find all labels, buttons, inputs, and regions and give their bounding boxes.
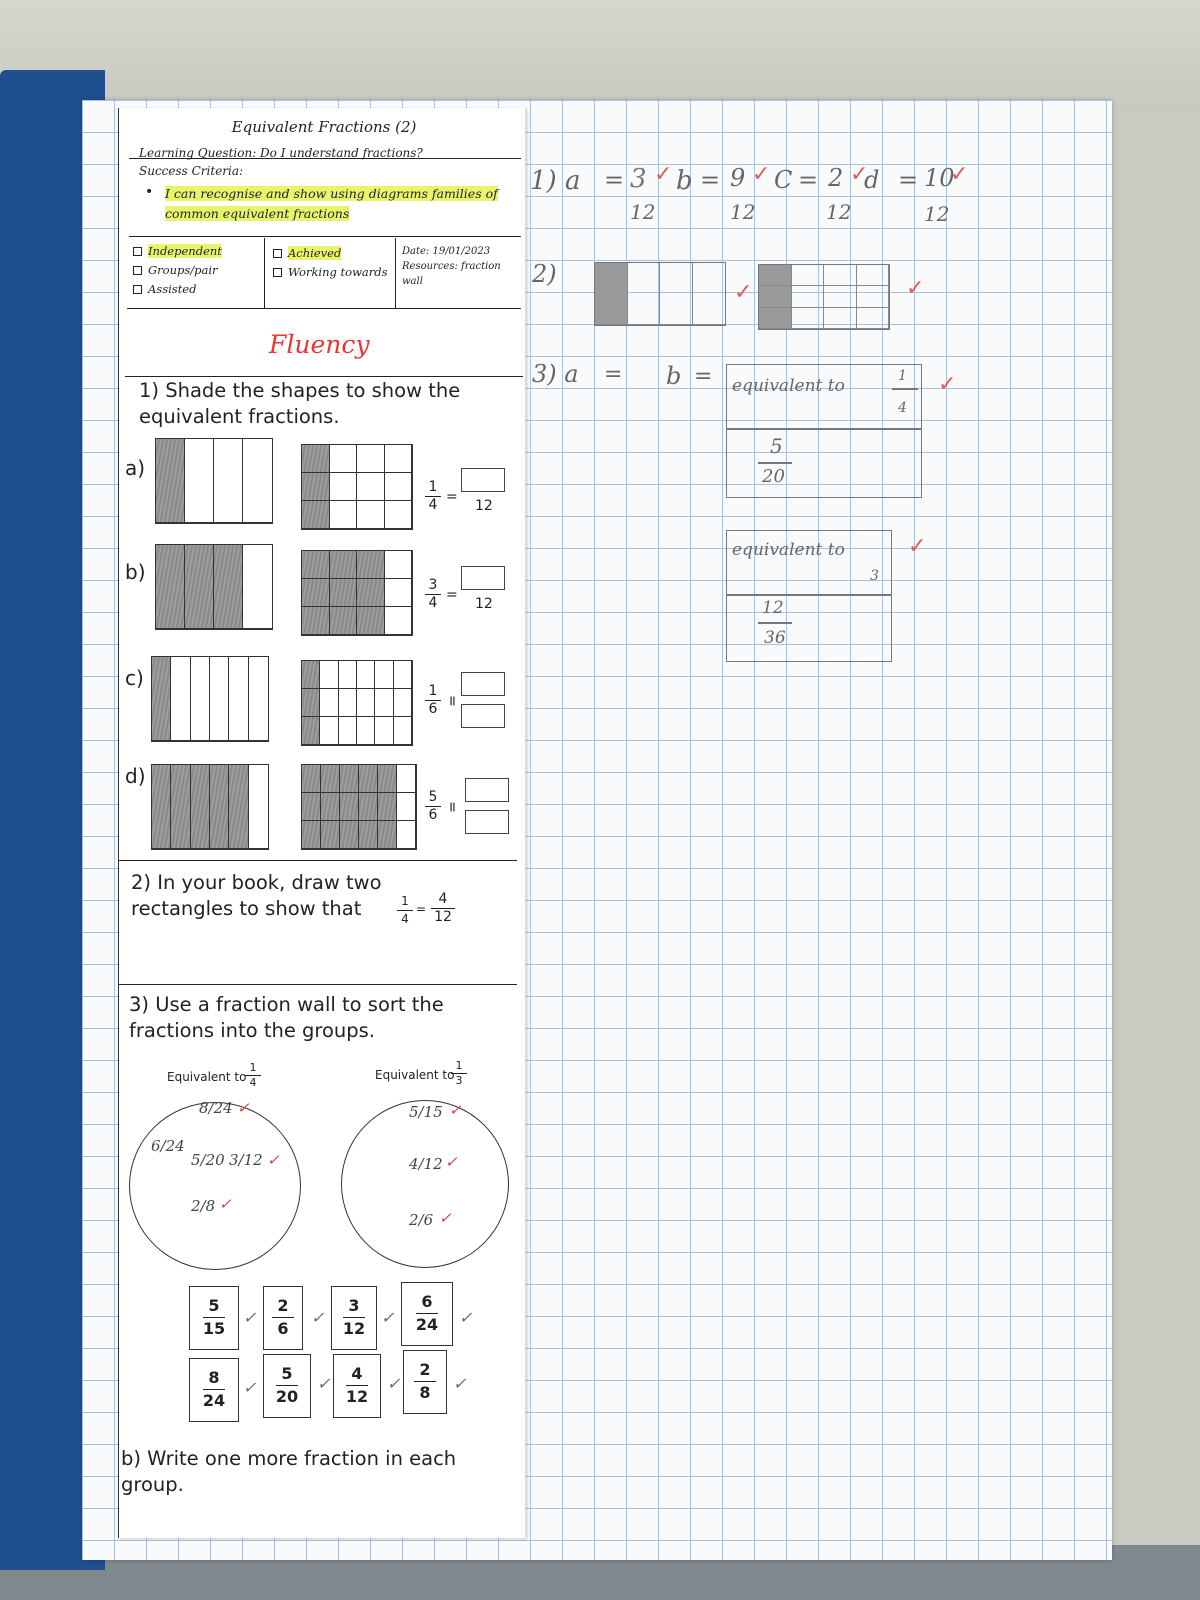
check-mark: ✓ <box>439 1209 452 1227</box>
fraction-bar <box>758 622 792 624</box>
group-label: Equivalent to <box>167 1070 247 1084</box>
divider <box>129 236 521 237</box>
criterion-text: I can recognise and show using diagrams families of common equivalent fractions <box>165 186 498 221</box>
equals-sign: = <box>446 489 458 505</box>
option-achieved: Achieved <box>273 244 393 263</box>
row-label: c) <box>125 666 144 690</box>
equals-sign: = <box>416 902 427 916</box>
fraction-bar <box>758 462 792 464</box>
fraction-card: 4 12 <box>333 1354 381 1418</box>
group-label: Equivalent to <box>375 1068 455 1082</box>
written-fraction: 8/24 <box>199 1099 233 1117</box>
fraction: 5 6 <box>425 790 441 823</box>
shape-eighteenths <box>301 660 413 746</box>
written-fraction: 3/12 <box>229 1151 263 1169</box>
shape-eighteenths <box>301 764 417 850</box>
divider <box>395 238 396 308</box>
answer-box-numerator <box>465 778 509 802</box>
check-mark: ✓ <box>243 1378 257 1397</box>
divider <box>264 238 265 308</box>
row-label: b) <box>125 560 146 584</box>
divider <box>125 376 523 377</box>
answer-denominator: 12 <box>475 596 493 612</box>
check-mark: ✓ <box>752 162 771 187</box>
row-label: a) <box>125 456 146 480</box>
box-fraction-denominator: 4 <box>898 400 907 416</box>
check-mark: ✓ <box>938 372 957 397</box>
answer-2-label: 2) <box>532 260 557 288</box>
check-mark: ✓ <box>906 276 925 301</box>
fraction: 1 6 <box>425 684 441 717</box>
desk-background <box>0 0 1200 110</box>
equals-sign: = <box>446 587 458 603</box>
fraction: 1 4 <box>425 480 441 513</box>
check-mark: ✓ <box>459 1308 473 1327</box>
fraction: 3 4 <box>425 578 441 611</box>
learning-question: Learning Question: Do I understand fractions? <box>139 146 423 160</box>
question-2: 2) In your book, draw two rectangles to show that <box>131 871 382 920</box>
group-circle-quarter <box>129 1099 301 1270</box>
shape-quarters <box>155 544 273 630</box>
equals-sign: = <box>898 166 919 194</box>
worksheet-title: Equivalent Fractions (2) <box>231 118 417 136</box>
fraction: 1 4 <box>245 1062 261 1089</box>
shape-sixths <box>151 656 269 742</box>
fraction-bar <box>892 388 918 390</box>
written-fraction: 5/15 <box>409 1103 443 1121</box>
box-value-denominator: 36 <box>764 628 786 648</box>
question-3b: b) Write one more fraction in each group. <box>121 1447 457 1496</box>
answer-a-denominator: 12 <box>630 200 656 224</box>
box-fraction-denominator: 3 <box>870 568 879 584</box>
answer-d-denominator: 12 <box>924 202 950 226</box>
fraction: 1 4 <box>397 894 413 927</box>
equals-sign: = <box>443 695 460 707</box>
check-mark: ✓ <box>267 1151 280 1169</box>
check-mark: ✓ <box>381 1308 395 1327</box>
shape-twelfths <box>301 550 413 636</box>
answer-3-label: 3) a <box>532 360 579 388</box>
fraction-card: 8 24 <box>189 1358 239 1422</box>
box-value-denominator: 20 <box>762 466 785 487</box>
date: Date: 19/01/2023 <box>402 246 491 257</box>
option-independent: Independent <box>133 242 222 261</box>
check-mark: ✓ <box>449 1101 462 1119</box>
progress-options <box>273 244 393 282</box>
option-groups: Groups/pair <box>133 261 222 280</box>
answer-box-numerator <box>461 672 505 696</box>
support-options <box>133 242 222 299</box>
success-criteria-label: Success Criteria: <box>139 164 244 178</box>
answer-d-numerator: 10 <box>924 164 955 192</box>
check-mark: ✓ <box>908 534 927 559</box>
worksheet <box>118 108 526 1538</box>
shape-twelfths <box>301 444 413 530</box>
resources: Resources: fraction wall <box>402 261 501 287</box>
fraction-card: 2 6 <box>263 1286 303 1350</box>
check-mark: ✓ <box>387 1374 401 1393</box>
answer-denominator: 12 <box>475 498 493 514</box>
shape-sixths <box>151 764 269 850</box>
fraction-card: 5 15 <box>189 1286 239 1350</box>
answer-1-label: 1) a <box>530 166 581 196</box>
check-mark: ✓ <box>243 1308 257 1327</box>
check-mark: ✓ <box>654 162 673 187</box>
answer-c-numerator: 2 <box>828 164 844 192</box>
fraction-card: 2 8 <box>403 1350 447 1414</box>
fraction: 4 12 <box>431 892 455 925</box>
equals-sign: = <box>604 362 623 387</box>
check-mark: ✓ <box>445 1153 458 1171</box>
answer-b-label: b <box>676 166 693 196</box>
divider <box>127 308 521 309</box>
answer-box-denominator <box>465 810 509 834</box>
answer-a-numerator: 3 <box>630 164 647 194</box>
answer-box <box>461 468 505 492</box>
shape-quarters <box>155 438 273 524</box>
divider <box>726 428 922 430</box>
date-resources <box>402 244 517 289</box>
check-mark: ✓ <box>850 162 869 187</box>
group-box-title: equivalent to <box>732 540 845 560</box>
divider <box>119 984 517 985</box>
section-heading: Fluency <box>269 330 370 359</box>
bullet: • <box>145 184 154 200</box>
written-fraction: 4/12 <box>409 1155 443 1173</box>
answer-d-label: d <box>864 166 880 194</box>
answer-b-label: b <box>666 362 682 390</box>
answer-c-denominator: 12 <box>826 200 852 224</box>
rectangle-quarters <box>594 262 726 326</box>
option-working-towards: Working towards <box>273 263 393 282</box>
written-fraction: 2/6 <box>409 1211 434 1229</box>
equals-sign: = <box>443 801 460 813</box>
check-mark: ✓ <box>453 1374 467 1393</box>
equals-sign: = <box>604 166 625 194</box>
answer-b-denominator: 12 <box>730 200 756 224</box>
divider <box>119 860 517 861</box>
fraction-card: 6 24 <box>401 1282 453 1346</box>
box-value-numerator: 12 <box>762 598 784 618</box>
check-mark: ✓ <box>317 1374 331 1393</box>
question-1: 1) Shade the shapes to show the equivalent fractions. <box>139 379 461 428</box>
row-label: d) <box>125 764 146 788</box>
answer-c-label: C <box>774 166 793 194</box>
written-fraction: 6/24 <box>151 1137 185 1155</box>
check-mark: ✓ <box>734 280 753 305</box>
answer-b-numerator: 9 <box>730 164 746 192</box>
fraction: 1 3 <box>451 1060 467 1087</box>
box-fraction-numerator: 1 <box>898 368 907 384</box>
fraction-card: 5 20 <box>263 1354 311 1418</box>
check-mark: ✓ <box>950 162 969 187</box>
check-mark: ✓ <box>237 1099 250 1117</box>
option-assisted: Assisted <box>133 280 222 299</box>
equals-sign: = <box>700 166 721 194</box>
equals-sign: = <box>798 166 819 194</box>
divider <box>726 594 892 596</box>
answer-box-denominator <box>461 704 505 728</box>
equals-sign: = <box>694 364 713 389</box>
success-criterion <box>165 184 515 224</box>
written-fraction: 2/8 <box>191 1197 216 1215</box>
group-box-title: equivalent to <box>732 376 845 396</box>
written-fraction: 5/20 <box>191 1151 225 1169</box>
answer-box <box>461 566 505 590</box>
check-mark: ✓ <box>311 1308 325 1327</box>
check-mark: ✓ <box>219 1195 232 1213</box>
question-3: 3) Use a fraction wall to sort the fractions into the groups. <box>129 993 444 1042</box>
group-circle-third <box>341 1100 509 1268</box>
rectangle-twelfths <box>758 264 890 330</box>
fraction-card: 3 12 <box>331 1286 377 1350</box>
box-value-numerator: 5 <box>770 434 783 458</box>
